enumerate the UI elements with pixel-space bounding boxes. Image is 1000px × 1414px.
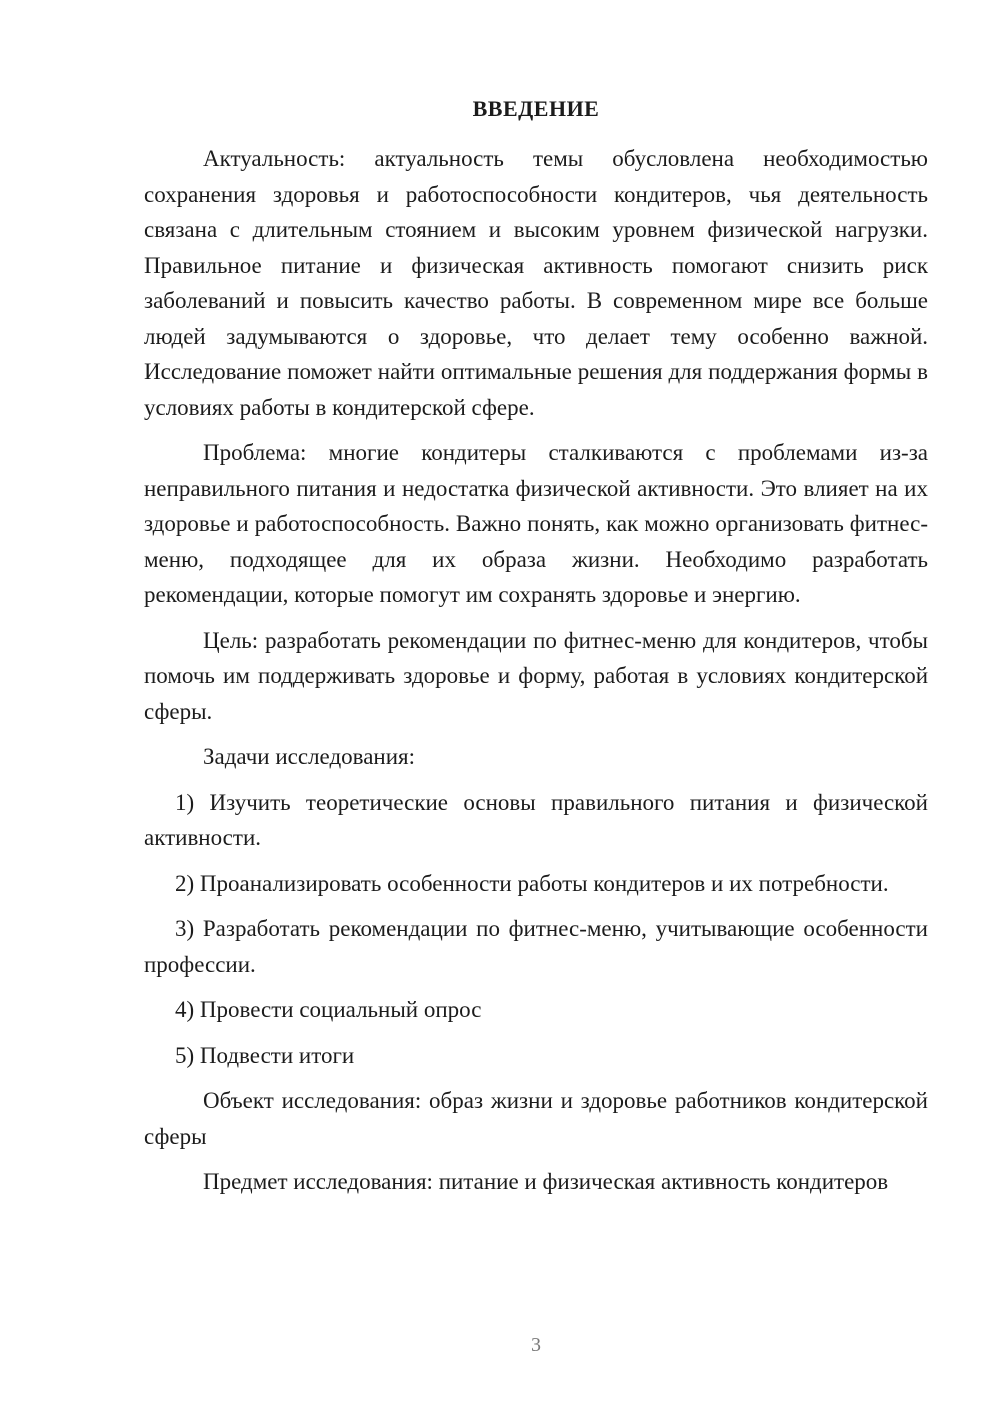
tasks-heading: Задачи исследования: xyxy=(203,744,416,769)
page-title: ВВЕДЕНИЕ xyxy=(472,96,600,121)
task-item-4: 4) Провести социальный опрос xyxy=(175,997,482,1022)
task-item-2: 2) Проанализировать особенности работы кондитеров и их потребности. xyxy=(175,870,889,896)
relevance-paragraph: Актуальность: актуальность темы обусловлена необходимостью сохранения здоровья и работоспособности кондитеров, чья деятельность связана с длительным стоянием и высоким уровнем физической нагрузки. Правильное питание и физическая активность помогают снизить риск заболеваний и повысить качество работы. В современном мире все больше людей задумываются о здоровье, что делает тему особенно важной. Исследование поможет найти оптимальные решения для поддержания формы в условиях работы в кондитерской сфере. xyxy=(144,146,928,420)
page-number: 3 xyxy=(531,1334,541,1356)
document-body xyxy=(144,141,928,1200)
object-paragraph: Объект исследования: образ жизни и здоровье работников кондитерской сферы xyxy=(144,1088,928,1149)
task-item-3: 3) Разработать рекомендации по фитнес-меню, учитывающие особенности профессии. xyxy=(144,916,928,977)
problem-paragraph: Проблема: многие кондитеры сталкиваются с проблемами из-за неправильного питания и недостатка физической активности. Это влияет на их здоровье и работоспособность. Важно понять, как можно организовать фитнес-меню, подходящее для их образа жизни. Необходимо разработать рекомендации, которые помогут им сохранять здоровье и энергию. xyxy=(144,440,928,607)
task-item-5: 5) Подвести итоги xyxy=(175,1042,355,1068)
subject-paragraph: Предмет исследования: питание и физическая активность кондитеров xyxy=(203,1169,889,1194)
goal-paragraph: Цель: разработать рекомендации по фитнес-меню для кондитеров, чтобы помочь им поддерживать здоровье и форму, работая в условиях кондитерской сферы. xyxy=(144,627,928,724)
task-item-1: 1) Изучить теоретические основы правильного питания и физической активности. xyxy=(144,789,928,850)
